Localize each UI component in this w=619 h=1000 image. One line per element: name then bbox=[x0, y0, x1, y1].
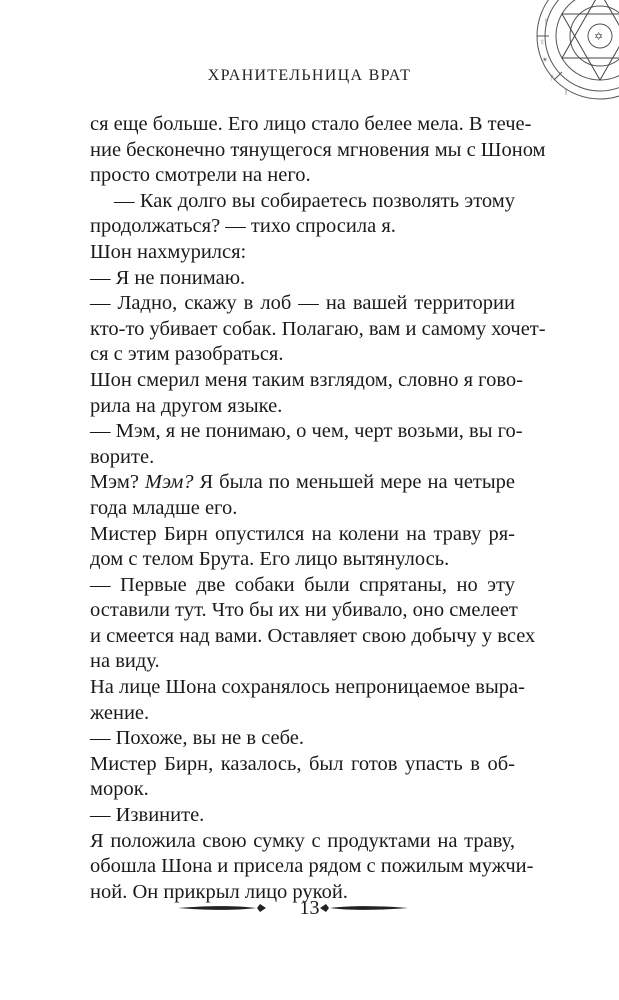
text-fragment: Мэм? bbox=[90, 471, 145, 494]
text-line: ворите. bbox=[90, 445, 155, 468]
text-line: Мистер Бирн, казалось, был готов упасть в об- bbox=[90, 752, 515, 775]
running-header: ХРАНИТЕЛЬНИЦА ВРАТ bbox=[207, 67, 412, 84]
svg-text:✡: ✡ bbox=[594, 30, 604, 43]
text-line: на виду. bbox=[90, 650, 160, 673]
occult-seal-ornament bbox=[514, 0, 619, 100]
text-line: ся еще больше. Его лицо стало белее мела. В тече- bbox=[90, 113, 532, 135]
svg-text:ᚱ: ᚱ bbox=[564, 88, 569, 96]
text-line: — Как долго вы собираетесь позволять этому bbox=[114, 189, 515, 212]
text-line: Я положила свою сумку с продуктами на траву, bbox=[90, 829, 515, 852]
text-line: морок. bbox=[90, 778, 149, 801]
text-line: — Ладно, скажу в лоб — на вашей территории bbox=[90, 292, 515, 315]
seal-icon bbox=[514, 0, 619, 100]
text-line: и смеется над вами. Оставляет свою добычу у всех bbox=[90, 624, 536, 647]
text-line: Мистер Бирн опустился на колени на траву ря- bbox=[90, 522, 515, 545]
text-line: кто-то убивает собак. Полагаю, вам и самому хочет- bbox=[90, 317, 546, 340]
page-body-text bbox=[90, 112, 546, 905]
text-line: ся с этим разобраться. bbox=[90, 343, 284, 366]
text-line: Шон нахмурился: bbox=[90, 240, 247, 263]
svg-text:ᛟ: ᛟ bbox=[540, 38, 545, 46]
text-line: — Мэм, я не понимаю, о чем, черт возьми, вы го- bbox=[90, 420, 523, 443]
page-footer bbox=[0, 895, 619, 921]
text-line: — Первые две собаки были спрятаны, но эту bbox=[90, 573, 515, 596]
text-line: обошла Шона и присела рядом с пожилым мужчи- bbox=[90, 855, 534, 878]
svg-text:ᚠ: ᚠ bbox=[550, 74, 555, 82]
text-line: рила на другом языке. bbox=[90, 394, 283, 417]
text-line: На лице Шона сохранялось непроницаемое выра- bbox=[90, 676, 525, 699]
svg-text:ᚨ: ᚨ bbox=[544, 18, 549, 26]
text-line: жение. bbox=[90, 701, 150, 724]
text-line: дом с телом Брута. Его лицо вытянулось. bbox=[90, 548, 450, 571]
text-line: — Извините. bbox=[90, 804, 205, 827]
italic-fragment: Мэм? bbox=[144, 471, 194, 494]
page-number: 13 bbox=[299, 897, 320, 919]
right-flourish-icon bbox=[318, 900, 408, 916]
text-line: ние бесконечно тянущегося мгновения мы с Шоном bbox=[90, 138, 546, 161]
text-line: — Я не понимаю. bbox=[90, 266, 246, 289]
text-line: продолжаться? — тихо спросила я. bbox=[90, 215, 396, 238]
text-line: ной. Он прикрыл лицо рукой. bbox=[90, 880, 348, 903]
text-fragment: Я была по меньшей мере на четыре bbox=[193, 471, 515, 494]
text-line: года младше его. bbox=[90, 496, 238, 519]
text-line: оставили тут. Что бы их ни убивало, оно смелеет bbox=[90, 599, 518, 622]
text-line-mixed-italic bbox=[90, 470, 515, 496]
text-line: — Похоже, вы не в себе. bbox=[90, 727, 305, 750]
svg-text:✶: ✶ bbox=[542, 56, 548, 64]
text-line: Шон смерил меня таким взглядом, словно я гово- bbox=[90, 368, 523, 391]
text-line: просто смотрели на него. bbox=[90, 164, 311, 187]
